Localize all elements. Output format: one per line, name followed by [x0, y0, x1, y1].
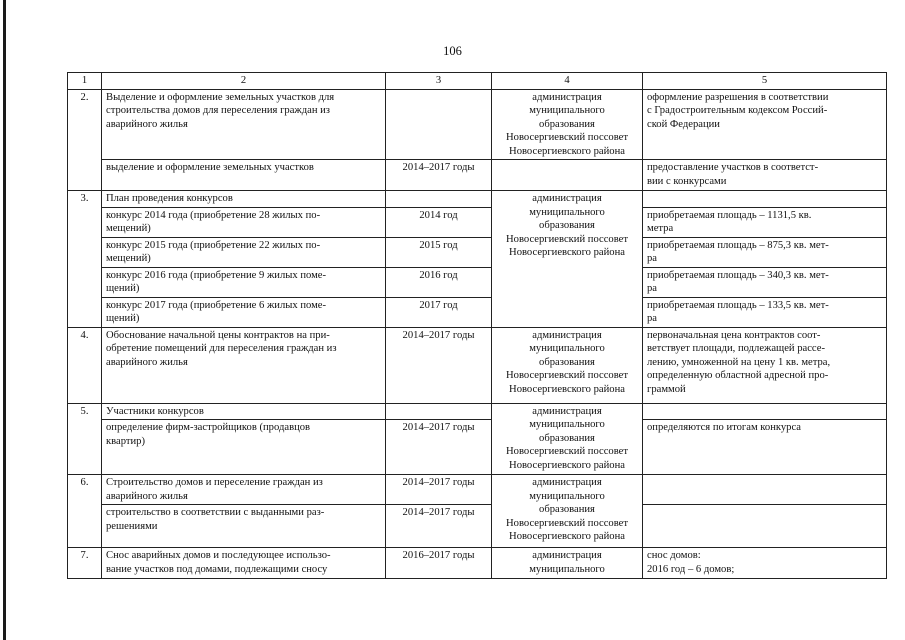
table-row: [68, 267, 887, 297]
table-row: [68, 505, 887, 548]
table-row: [68, 207, 887, 237]
table-row: [68, 237, 887, 267]
responsible-admin: [492, 160, 643, 191]
table-row: [68, 191, 887, 208]
scan-edge: [3, 0, 6, 640]
sub-activity: строительство в соответствии с выданными раз- решениями: [102, 505, 386, 548]
column-number: 3: [386, 73, 492, 90]
period-cell: 2014–2017 годы: [386, 160, 492, 191]
table-row: [68, 297, 887, 327]
responsible-admin: администрация муниципального образования Новосергиевский поссовет Новосергиевского района: [492, 191, 643, 328]
period-cell: 2014–2017 годы: [386, 420, 492, 475]
responsible-admin: администрация муниципального образования Новосергиевский поссовет Новосергиевского района: [492, 475, 643, 548]
period-cell: 2016–2017 годы: [386, 548, 492, 579]
sub-activity: определение фирм-застройщиков (продавцов квартир): [102, 420, 386, 475]
column-number: 5: [643, 73, 887, 90]
column-number: 4: [492, 73, 643, 90]
table-row: [68, 475, 887, 505]
table-row: [68, 403, 887, 420]
period-cell: 2014 год: [386, 207, 492, 237]
activity-title: Выделение и оформление земельных участков для строительства домов для переселения граждан из аварийного жилья: [102, 89, 386, 160]
column-number: 1: [68, 73, 102, 90]
table-row: [68, 89, 887, 160]
contest-item: конкурс 2014 года (приобретение 28 жилых по- мещений): [102, 207, 386, 237]
expected-result: снос домов: 2016 год – 6 домов;: [643, 548, 887, 579]
program-activities-table: [67, 72, 887, 579]
table-row: [68, 160, 887, 191]
activity-title: Участники конкурсов: [102, 403, 386, 420]
period-cell: [386, 403, 492, 420]
responsible-admin: администрация муниципального образования Новосергиевский поссовет Новосергиевского района: [492, 89, 643, 160]
activity-title: План проведения конкурсов: [102, 191, 386, 208]
activity-title: Снос аварийных домов и последующее использо- вание участков под домами, подлежащими сносу: [102, 548, 386, 579]
column-number: 2: [102, 73, 386, 90]
activity-title: Обоснование начальной цены контрактов на при- обретение помещений для переселения граждан из аварийного жилья: [102, 327, 386, 403]
contest-item: конкурс 2016 года (приобретение 9 жилых поме- щений): [102, 267, 386, 297]
responsible-admin: администрация муниципального образования Новосергиевский поссовет Новосергиевского района: [492, 403, 643, 475]
expected-result: оформление разрешения в соответствии с Градостроительным кодексом Россий- ской Федерации: [643, 89, 887, 160]
period-cell: 2014–2017 годы: [386, 327, 492, 403]
period-cell: 2014–2017 годы: [386, 475, 492, 505]
row-number: 5.: [68, 403, 102, 475]
row-number: 7.: [68, 548, 102, 579]
expected-result: определяются по итогам конкурса: [643, 420, 887, 475]
contest-item: конкурс 2015 года (приобретение 22 жилых по- мещений): [102, 237, 386, 267]
row-number: 2.: [68, 89, 102, 191]
period-cell: 2017 год: [386, 297, 492, 327]
row-number: 6.: [68, 475, 102, 548]
expected-result: [643, 191, 887, 208]
responsible-admin: администрация муниципального образования Новосергиевский поссовет Новосергиевского района: [492, 327, 643, 403]
expected-result: [643, 475, 887, 505]
table-row: [68, 548, 887, 579]
row-number: 3.: [68, 191, 102, 328]
expected-result: [643, 403, 887, 420]
period-cell: [386, 191, 492, 208]
row-number: 4.: [68, 327, 102, 403]
activity-title: Строительство домов и переселение граждан из аварийного жилья: [102, 475, 386, 505]
contest-item: конкурс 2017 года (приобретение 6 жилых поме- щений): [102, 297, 386, 327]
column-number-row: [68, 73, 887, 90]
expected-result: приобретаемая площадь – 1131,5 кв. метра: [643, 207, 887, 237]
period-cell: 2014–2017 годы: [386, 505, 492, 548]
table-row: [68, 327, 887, 403]
expected-result: первоначальная цена контрактов соот- ветствует площади, подлежащей рассе- лению, умноженной на цену 1 кв. метра, определенную областной адресной про- граммой: [643, 327, 887, 403]
page-number: 106: [443, 44, 462, 58]
table-row: [68, 420, 887, 475]
expected-result: предоставление участков в соответст- вии с конкурсами: [643, 160, 887, 191]
sub-activity: выделение и оформление земельных участков: [102, 160, 386, 191]
expected-result: приобретаемая площадь – 133,5 кв. мет- ра: [643, 297, 887, 327]
period-cell: 2016 год: [386, 267, 492, 297]
expected-result: [643, 505, 887, 548]
period-cell: [386, 89, 492, 160]
expected-result: приобретаемая площадь – 340,3 кв. мет- ра: [643, 267, 887, 297]
responsible-admin: администрация муниципального: [492, 548, 643, 579]
period-cell: 2015 год: [386, 237, 492, 267]
expected-result: приобретаемая площадь – 875,3 кв. мет- ра: [643, 237, 887, 267]
